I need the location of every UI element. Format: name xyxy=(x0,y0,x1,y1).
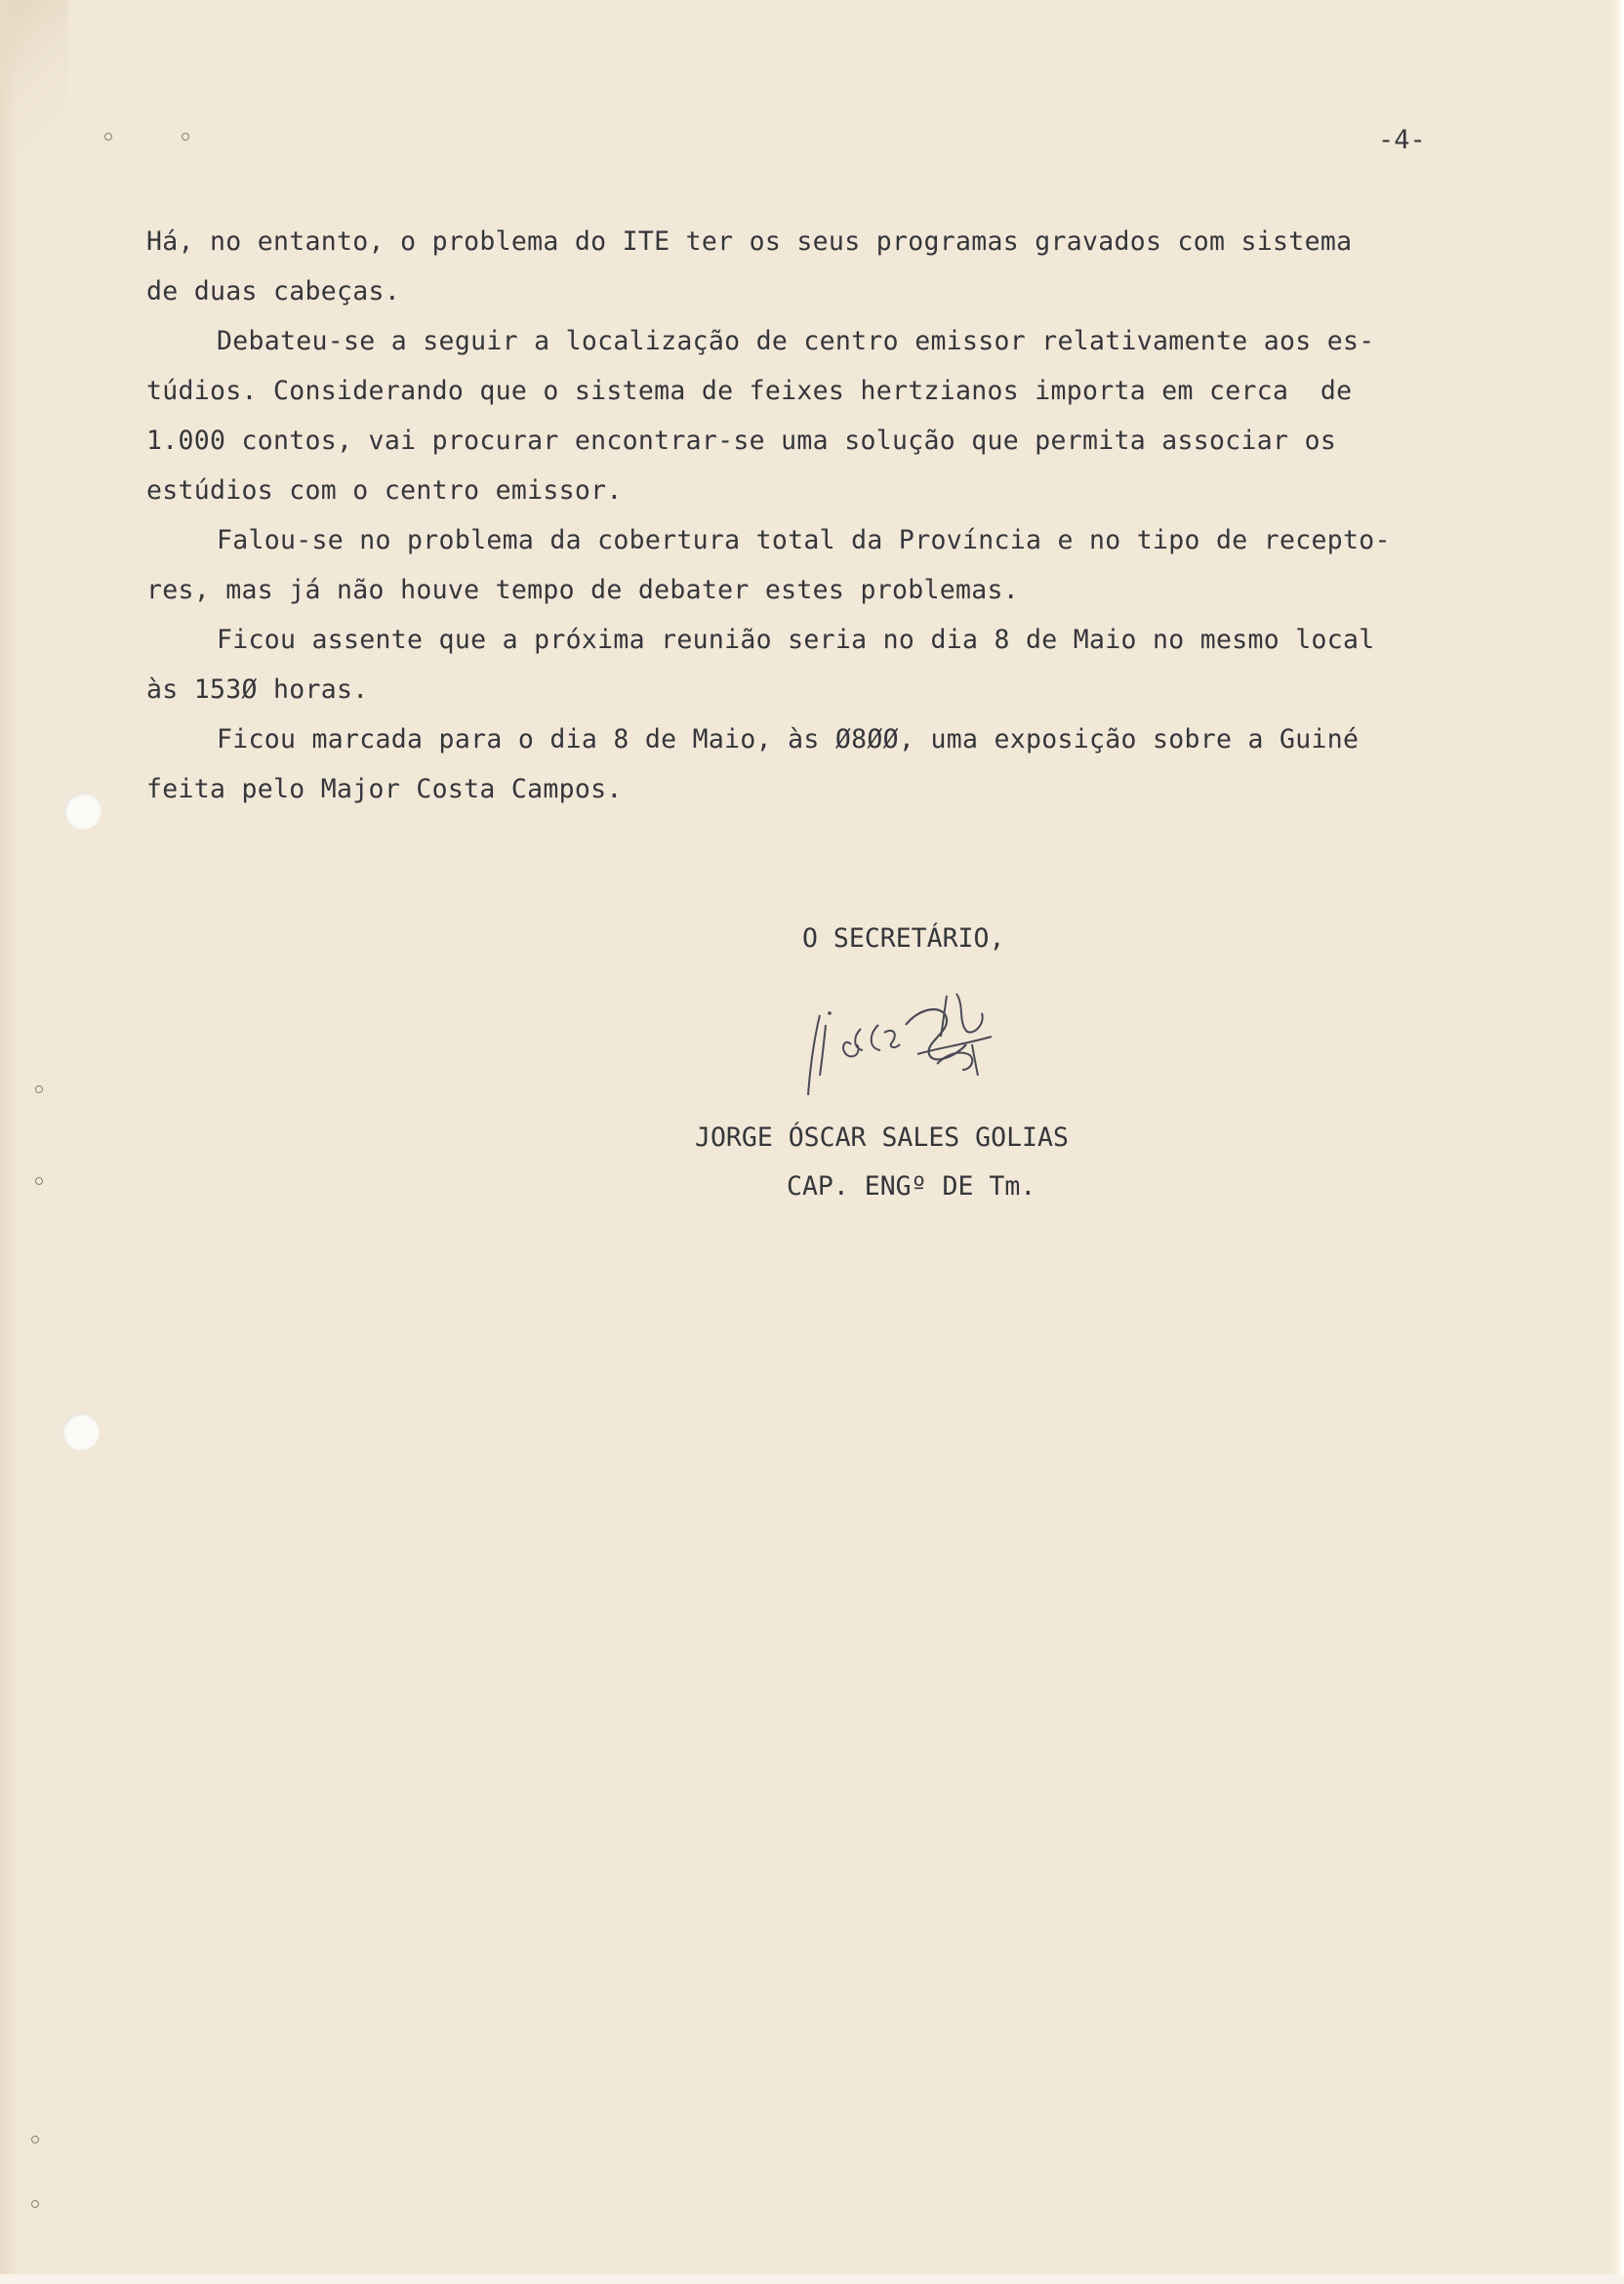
paper-mark xyxy=(35,1177,43,1185)
body-line: túdios. Considerando que o sistema de feixes hertzianos importa em cerca de xyxy=(146,376,1353,406)
body-line: Debateu-se a seguir a localização de centro emissor relativamente aos es- xyxy=(217,326,1375,356)
body-line: res, mas já não houve tempo de debater estes problemas. xyxy=(146,575,1019,605)
handwritten-signature xyxy=(800,986,1054,1103)
page-number: -4- xyxy=(1378,125,1426,155)
body-line: de duas cabeças. xyxy=(146,276,401,306)
paper-mark xyxy=(31,2200,39,2208)
body-line: feita pelo Major Costa Campos. xyxy=(146,774,623,804)
signatory-name: JORGE ÓSCAR SALES GOLIAS xyxy=(695,1122,1069,1153)
scan-edge-right xyxy=(1610,0,1624,2284)
body-line: 1.000 contos, vai procurar encontrar-se uma solução que permita associar os xyxy=(146,426,1337,456)
paper-mark xyxy=(182,133,189,141)
body-line: às 153Ø horas. xyxy=(146,674,369,705)
body-line: estúdios com o centro emissor. xyxy=(146,475,623,506)
body-line: Ficou marcada para o dia 8 de Maio, às Ø8ØØ, uma exposição sobre a Guiné xyxy=(217,724,1360,755)
punch-hole-upper xyxy=(64,793,102,830)
scan-edge-left xyxy=(0,0,18,2284)
body-line: Ficou assente que a próxima reunião seria no dia 8 de Maio no mesmo local xyxy=(217,625,1375,655)
punch-hole-lower xyxy=(62,1413,100,1450)
body-text xyxy=(146,217,1522,814)
paper-mark xyxy=(31,2136,39,2143)
paper-mark xyxy=(35,1085,43,1093)
paper-mark xyxy=(104,133,112,141)
body-line: Falou-se no problema da cobertura total da Província e no tipo de recepto- xyxy=(217,525,1391,555)
signatory-rank: CAP. ENGº DE Tm. xyxy=(787,1171,1036,1202)
signature-title: O SECRETÁRIO, xyxy=(802,923,1005,954)
body-line: Há, no entanto, o problema do ITE ter os seus programas gravados com sistema xyxy=(146,226,1353,257)
scan-edge-bottom xyxy=(0,2274,1624,2284)
